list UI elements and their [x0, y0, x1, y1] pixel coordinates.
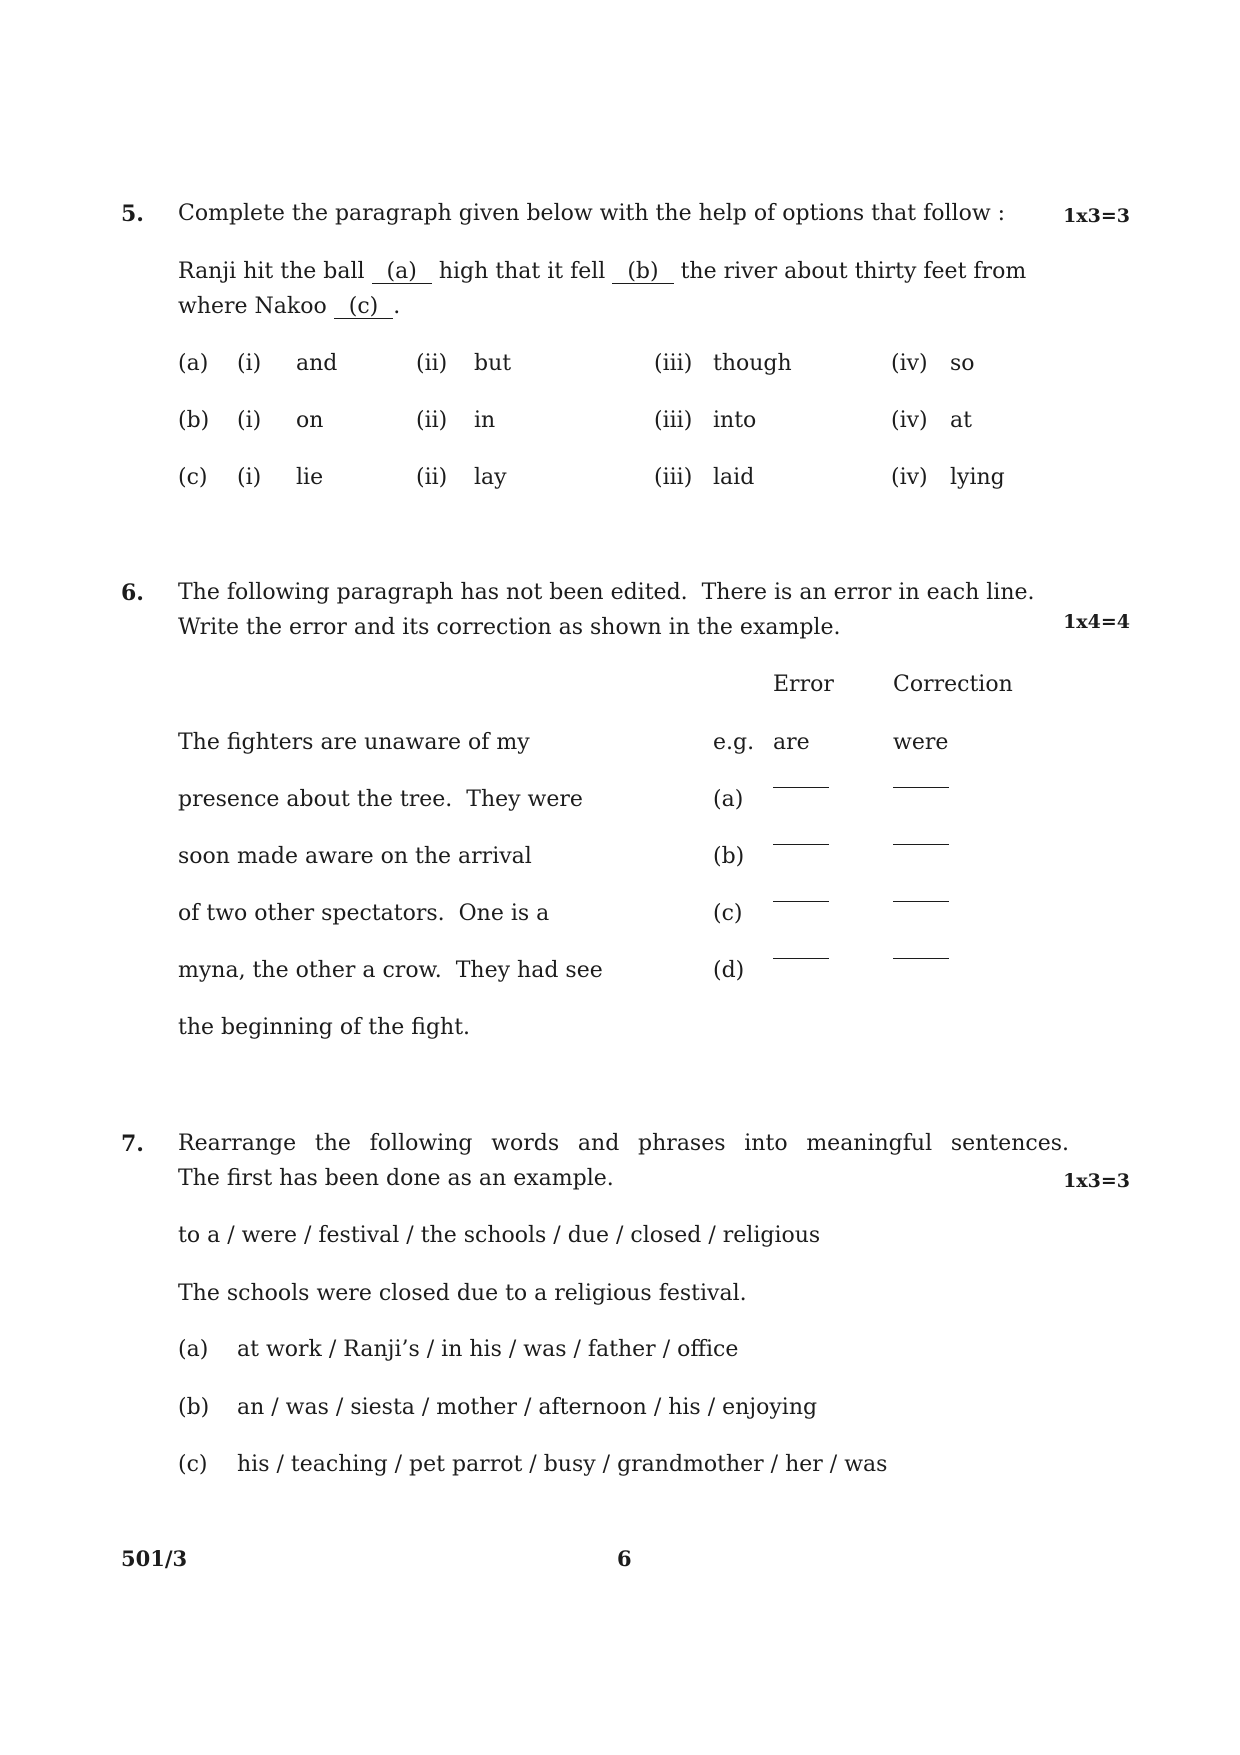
column-header-correction: Correction — [893, 672, 1013, 697]
passage-line: the beginning of the fight. — [178, 1015, 471, 1040]
passage-line: presence about the tree. They were — [178, 787, 583, 812]
paragraph-blank-a: (a) — [372, 261, 432, 284]
row-label: (d) — [713, 958, 745, 983]
row-label: e.g. — [713, 730, 755, 755]
choice-number: (iv) — [891, 351, 928, 376]
table-row — [0, 1015, 1240, 1041]
option-label: (a) — [178, 351, 209, 376]
paragraph-text: . — [393, 294, 401, 319]
table-row — [0, 958, 1240, 984]
choice-word: so — [950, 351, 975, 376]
question-6-prompt-line-2: Write the error and its correction as shown in the example. — [178, 615, 841, 640]
question-5-prompt: Complete the paragraph given below with the help of options that follow : — [178, 201, 1006, 226]
question-5-number: 5. — [121, 201, 144, 227]
choice-word: lie — [296, 465, 324, 490]
table-row-example — [0, 730, 1240, 756]
paragraph-text: where Nakoo — [178, 294, 334, 319]
paragraph-blank-c: (c) — [334, 296, 394, 319]
paragraph-text: the river about thirty feet from — [673, 259, 1027, 284]
table-row — [0, 844, 1240, 870]
choice-word: though — [713, 351, 792, 376]
choice-number: (ii) — [416, 351, 448, 376]
choice-word: but — [474, 351, 512, 376]
example-jumbled: to a / were / festival / the schools / due / closed / religious — [178, 1223, 821, 1248]
row-label: (b) — [713, 844, 745, 869]
choice-number: (i) — [237, 408, 262, 433]
choice-number: (iii) — [654, 465, 693, 490]
paragraph-text: Ranji hit the ball — [178, 259, 372, 284]
option-row-a — [0, 351, 1240, 377]
choice-word: lay — [474, 465, 507, 490]
choice-word: at — [950, 408, 972, 433]
question-6-number: 6. — [121, 580, 144, 606]
column-header-error: Error — [773, 672, 834, 697]
example-error: are — [773, 730, 810, 755]
item-label: (c) — [178, 1452, 208, 1477]
question-7-prompt-line-2: The first has been done as an example. — [178, 1166, 614, 1191]
choice-word: lying — [950, 465, 1005, 490]
option-label: (b) — [178, 408, 210, 433]
row-label: (c) — [713, 901, 743, 926]
choice-number: (iii) — [654, 351, 693, 376]
question-7-marks: 1x3=3 — [1063, 1170, 1130, 1192]
passage-line: of two other spectators. One is a — [178, 901, 550, 926]
option-row-c — [0, 465, 1240, 491]
option-label: (c) — [178, 465, 208, 490]
item-text: an / was / siesta / mother / afternoon / his / enjoying — [237, 1395, 818, 1420]
list-item — [0, 1337, 1240, 1363]
question-6-prompt-line-1: The following paragraph has not been edited. There is an error in each line. — [178, 580, 1035, 605]
question-5-marks: 1x3=3 — [1063, 205, 1130, 227]
question-5-paragraph-line-1 — [178, 259, 1026, 285]
choice-word: laid — [713, 465, 755, 490]
choice-word: in — [474, 408, 496, 433]
table-header — [0, 672, 1240, 698]
question-7-prompt-line-1: Rearrange the following words and phrases into meaningful sentences. — [178, 1131, 1069, 1156]
choice-number: (ii) — [416, 465, 448, 490]
choice-word: and — [296, 351, 338, 376]
paper-code: 501/3 — [121, 1546, 188, 1571]
example-correction: were — [893, 730, 949, 755]
item-label: (a) — [178, 1337, 209, 1362]
error-blank — [773, 901, 829, 902]
error-blank — [773, 787, 829, 788]
choice-number: (iii) — [654, 408, 693, 433]
row-label: (a) — [713, 787, 744, 812]
list-item — [0, 1452, 1240, 1478]
error-blank — [773, 844, 829, 845]
choice-number: (i) — [237, 351, 262, 376]
choice-number: (ii) — [416, 408, 448, 433]
paragraph-blank-b: (b) — [612, 261, 673, 284]
correction-blank — [893, 958, 949, 959]
option-row-b — [0, 408, 1240, 434]
example-answer: The schools were closed due to a religious festival. — [178, 1281, 747, 1306]
table-row — [0, 787, 1240, 813]
item-text: his / teaching / pet parrot / busy / grandmother / her / was — [237, 1452, 888, 1477]
choice-number: (i) — [237, 465, 262, 490]
passage-line: The fighters are unaware of my — [178, 730, 530, 755]
question-6-marks: 1x4=4 — [1063, 611, 1130, 633]
paragraph-text: high that it fell — [431, 259, 613, 284]
page-number: 6 — [617, 1546, 632, 1571]
correction-blank — [893, 901, 949, 902]
choice-word: into — [713, 408, 757, 433]
question-5-paragraph-line-2 — [178, 294, 400, 320]
table-row — [0, 901, 1240, 927]
list-item — [0, 1395, 1240, 1421]
correction-blank — [893, 787, 949, 788]
choice-number: (iv) — [891, 465, 928, 490]
choice-word: on — [296, 408, 324, 433]
choice-number: (iv) — [891, 408, 928, 433]
item-text: at work / Ranji’s / in his / was / father / office — [237, 1337, 739, 1362]
error-blank — [773, 958, 829, 959]
passage-line: soon made aware on the arrival — [178, 844, 532, 869]
question-7-number: 7. — [121, 1131, 144, 1157]
item-label: (b) — [178, 1395, 210, 1420]
passage-line: myna, the other a crow. They had see — [178, 958, 603, 983]
correction-blank — [893, 844, 949, 845]
